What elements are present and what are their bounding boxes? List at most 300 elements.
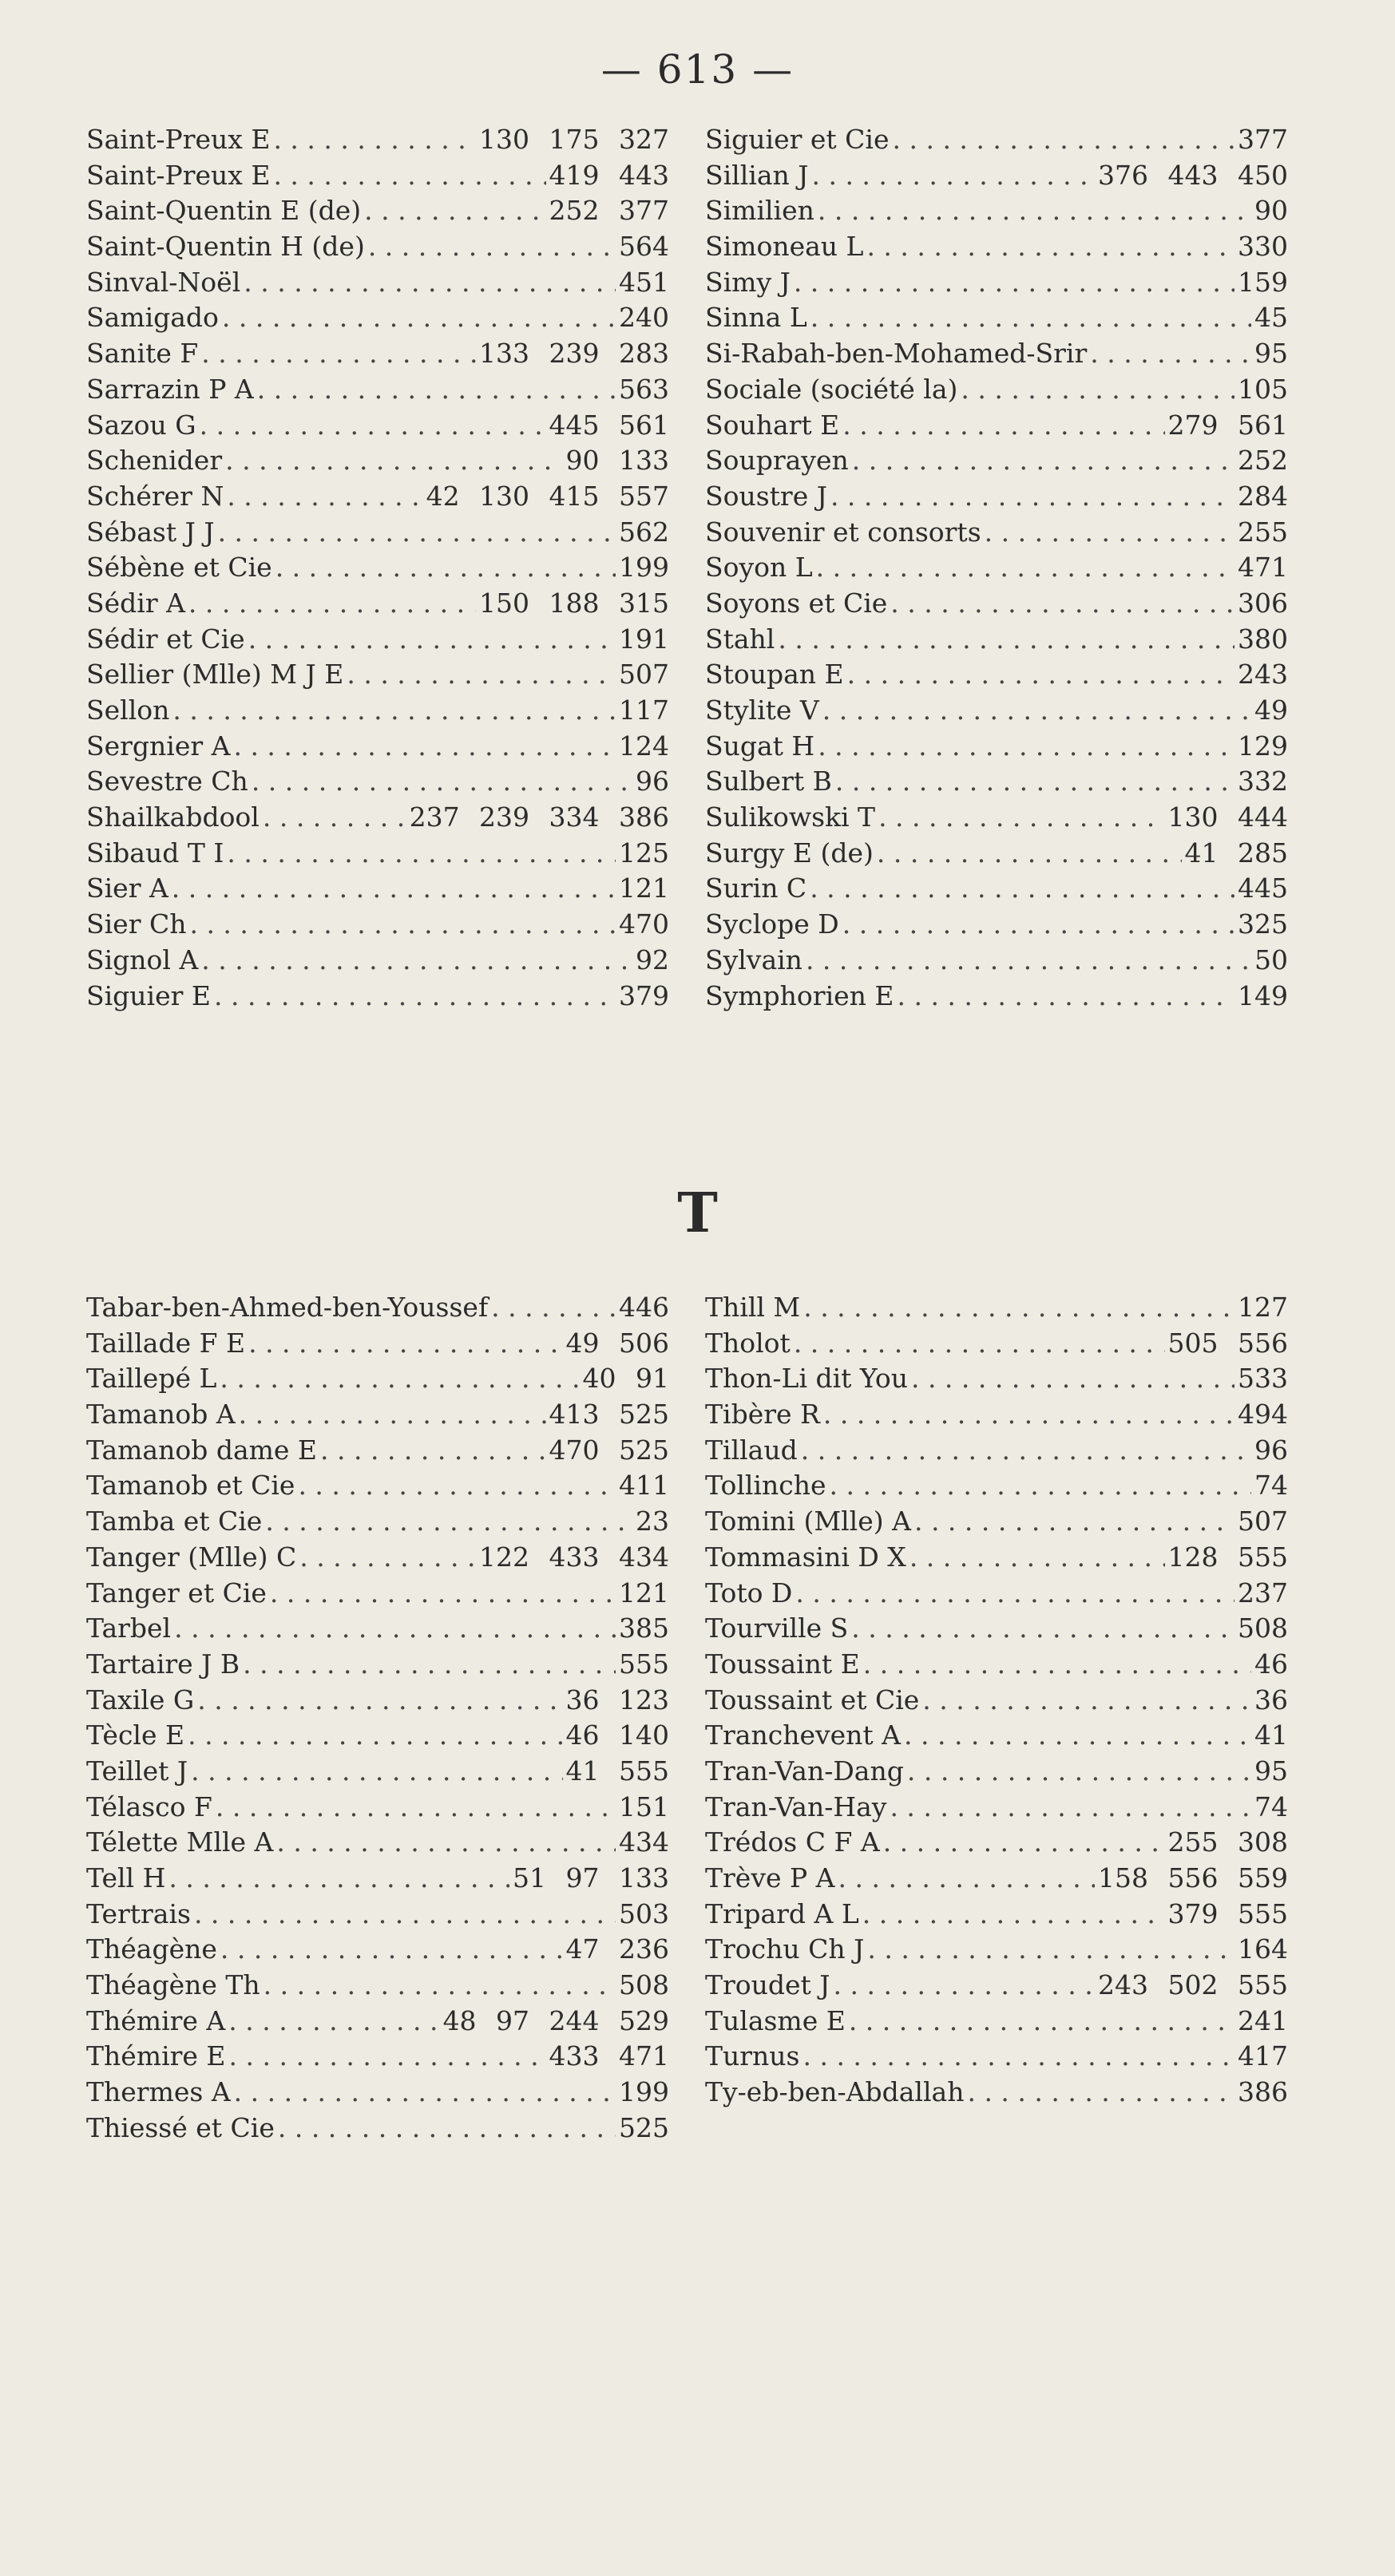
entry-page-numbers: 117 [619,694,669,726]
index-entry [705,1897,1288,1933]
index-entry [86,836,669,872]
dot-leader [225,443,562,479]
entry-name: Tholot [705,1327,791,1359]
dot-leader [275,550,616,586]
index-entry [86,2075,669,2111]
dot-leader [878,800,1164,836]
index-entry [705,1290,1288,1326]
entry-name: Sébast J J [86,516,215,548]
entry-name: Teillet J [86,1755,188,1787]
entry-page-numbers: 446 [619,1292,669,1323]
index-entry [705,1576,1288,1612]
index-entry [86,907,669,943]
entry-name: Tommasini D X [705,1541,906,1573]
entry-page-numbers: 199 [619,2076,669,2108]
dot-leader [263,800,406,836]
entry-name: Saint-Quentin H (de) [86,231,365,263]
entry-page-numbers: 445 561 [549,409,669,441]
entry-name: Tell H [86,1862,166,1893]
entry-page-numbers: 562 [619,516,669,548]
entry-page-numbers: 471 [1238,552,1288,584]
dot-leader [851,1611,1234,1647]
index-entry [86,1790,669,1826]
entry-page-numbers: 74 [1254,1470,1288,1502]
entry-page-numbers: 533 [1238,1363,1288,1395]
entry-page-numbers: 90 133 [565,445,669,477]
dot-leader [188,586,476,622]
entry-name: Stahl [705,623,775,655]
entry-name: Tanger (Mlle) C [86,1541,297,1573]
entry-name: Shailkabdool [86,801,260,833]
index-entry [86,1504,669,1540]
index-column-t-left [86,1290,669,2147]
entry-page-numbers: 330 [1238,231,1288,263]
entry-name: Thermes A [86,2076,231,2108]
entry-name: Siguier et Cie [705,124,890,155]
entry-page-numbers: 505 556 [1167,1327,1288,1359]
entry-page-numbers: 306 [1238,587,1288,619]
entry-name: Trochu Ch J [705,1933,865,1965]
index-entry [86,408,669,444]
dot-leader [890,1790,1251,1826]
entry-page-numbers: 380 [1238,623,1288,655]
entry-name: Sarrazin P A [86,373,254,405]
index-entry [86,943,669,979]
dot-leader [197,1683,562,1719]
entry-page-numbers: 159 [1238,266,1288,298]
index-entry [705,550,1288,586]
entry-page-numbers: 125 [619,837,669,869]
index-entry [86,1397,669,1433]
entry-name: Sinval-Noël [86,266,241,298]
dot-leader [810,871,1234,907]
entry-name: Similien [705,195,814,227]
entry-name: Schérer N [86,480,224,512]
entry-page-numbers: 385 [619,1612,669,1644]
entry-page-numbers: 92 [636,944,669,975]
entry-name: Surgy E (de) [705,837,874,869]
dot-leader [172,693,616,729]
entry-name: Toussaint E [705,1648,860,1680]
entry-name: Tècle E [86,1719,185,1751]
entry-name: Schenider [86,445,223,477]
index-entry [705,1647,1288,1683]
index-entry [705,622,1288,658]
dot-leader [795,1576,1234,1612]
index-column-s-left [86,122,669,1014]
entry-name: Théagène Th [86,1969,260,2001]
index-entry [705,729,1288,765]
entry-name: Sédir et Cie [86,623,245,655]
index-entry [705,1397,1288,1433]
entry-name: Tibère R [705,1399,820,1430]
index-entry [86,193,669,229]
index-entry [705,907,1288,943]
dot-leader [189,907,616,943]
index-entry [705,1790,1288,1826]
entry-page-numbers: 252 377 [549,195,669,227]
entry-name: Siguier E [86,979,211,1011]
entry-page-numbers: 49 506 [565,1327,669,1359]
dot-leader [244,265,616,301]
entry-name: Tourville S [705,1612,849,1644]
entry-name: Sevestre Ch [86,766,248,797]
dot-leader [816,550,1234,586]
index-entry [705,193,1288,229]
index-entry [86,2039,669,2075]
index-entry [705,1754,1288,1790]
index-entry [705,300,1288,336]
dot-leader [227,836,616,872]
dot-leader [838,1861,1096,1897]
entry-name: Tanger et Cie [86,1577,267,1609]
entry-name: Symphorien E [705,979,894,1011]
index-entry [86,122,669,158]
dot-leader [188,1718,562,1754]
index-entry [86,586,669,622]
entry-page-numbers: 40 91 [582,1363,669,1395]
dot-leader [278,2111,616,2147]
entry-name: Tamanob et Cie [86,1470,295,1502]
entry-page-numbers: 379 [619,979,669,1011]
index-entry [705,764,1288,800]
dot-leader [904,1718,1251,1754]
index-entry [86,871,669,907]
dot-leader [811,158,1095,194]
dot-leader [866,229,1234,265]
index-entry [705,479,1288,515]
dot-leader [823,1397,1234,1433]
dot-leader [830,1468,1252,1504]
entry-page-numbers: 95 [1254,1755,1288,1787]
dot-leader [830,479,1234,515]
dot-leader [174,1611,616,1647]
entry-name: Si-Rabah-ben-Mohamed-Srir [705,338,1088,370]
entry-page-numbers: 95 [1254,338,1288,370]
entry-name: Sociale (société la) [705,373,958,405]
dot-leader [201,336,476,372]
dot-leader [234,2075,616,2111]
entry-page-numbers: 379 555 [1167,1897,1288,1929]
entry-name: Tamba et Cie [86,1506,263,1537]
entry-page-numbers: 241 [1238,2004,1288,2036]
entry-name: Troudet J [705,1969,830,2001]
index-entry [86,1861,669,1897]
dot-leader [243,1647,616,1683]
entry-name: Tarbel [86,1612,172,1644]
entry-page-numbers: 51 97 133 [513,1862,669,1893]
dot-leader [806,943,1251,979]
entry-name: Ty-eb-ben-Abdallah [705,2076,965,2108]
entry-page-numbers: 284 [1238,480,1288,512]
entry-page-numbers: 191 [619,623,669,655]
index-entry [86,479,669,515]
dot-leader [834,1968,1096,2004]
index-entry [705,443,1288,479]
index-entry [705,1861,1288,1897]
entry-name: Thémire A [86,2004,226,2036]
entry-name: Soyons et Cie [705,587,888,619]
index-entry [86,265,669,301]
dot-leader [168,1861,509,1897]
entry-name: Surin C [705,873,807,904]
entry-name: Sergnier A [86,730,231,762]
entry-name: Souvenir et consorts [705,516,981,548]
index-entry [86,622,669,658]
index-entry [705,372,1288,408]
index-entry [86,657,669,693]
dot-leader [810,300,1251,336]
dot-leader [214,979,616,1015]
index-entry [705,336,1288,372]
entry-page-numbers: 41 285 [1184,837,1288,869]
entry-page-numbers: 36 [1254,1684,1288,1715]
entry-name: Sier Ch [86,908,187,940]
entry-name: Sédir A [86,587,185,619]
entry-name: Simy J [705,266,791,298]
entry-page-numbers: 130 444 [1167,801,1288,833]
dot-leader [239,1397,546,1433]
dot-leader [364,193,545,229]
index-entry [86,336,669,372]
entry-name: Saint-Quentin E (de) [86,195,362,227]
entry-page-numbers: 525 [619,2111,669,2143]
entry-name: Saint-Preux E [86,124,271,155]
entry-page-numbers: 255 308 [1167,1826,1288,1858]
dot-leader [803,2039,1234,2075]
entry-page-numbers: 46 [1254,1648,1288,1680]
index-entry [705,1361,1288,1397]
dot-leader [818,729,1234,765]
index-entry [86,1825,669,1861]
entry-page-numbers: 470 525 [549,1434,669,1466]
entry-page-numbers: 121 [619,1577,669,1609]
entry-name: Tomini (Mlle) A [705,1506,911,1537]
dot-leader [911,1361,1234,1397]
index-entry [705,1504,1288,1540]
index-entry [705,1540,1288,1576]
entry-page-numbers: 252 [1238,445,1288,477]
entry-page-numbers: 36 123 [565,1684,669,1715]
entry-page-numbers: 96 [1254,1434,1288,1466]
index-entry [705,1968,1288,2004]
entry-page-numbers: 96 [636,766,669,797]
index-entry [86,1433,669,1469]
entry-name: Sanite F [86,338,199,370]
dot-leader [252,764,632,800]
index-entry [705,408,1288,444]
entry-name: Sellier (Mlle) M J E [86,659,344,690]
entry-name: Sibaud T I [86,837,224,869]
entry-page-numbers: 279 561 [1167,409,1288,441]
entry-name: Tartaire J B [86,1648,240,1680]
dot-leader [228,2004,439,2040]
index-entry [86,1897,669,1933]
entry-name: Signol A [86,944,199,975]
entry-page-numbers: 332 [1238,766,1288,797]
index-entry [705,2004,1288,2040]
index-entry [705,515,1288,551]
index-entry [705,693,1288,729]
index-entry [705,265,1288,301]
index-entry [86,979,669,1015]
index-entry [705,800,1288,836]
entry-page-numbers: 49 [1254,694,1288,726]
entry-page-numbers: 470 [619,908,669,940]
entry-page-numbers: 128 555 [1167,1541,1288,1573]
dot-leader [248,622,616,658]
entry-page-numbers: 243 [1238,659,1288,690]
entry-name: Stylite V [705,694,819,726]
entry-page-numbers: 42 130 415 557 [426,480,669,512]
entry-name: Thon-Li dit You [705,1363,908,1395]
entry-page-numbers: 41 555 [565,1755,669,1787]
entry-name: Sazou G [86,409,196,441]
dot-leader [273,122,476,158]
entry-name: Sébène et Cie [86,552,272,584]
index-entry [705,871,1288,907]
entry-name: Trédos C F A [705,1826,880,1858]
dot-leader [368,229,616,265]
entry-name: Tertrais [86,1897,191,1929]
entry-page-numbers: 48 97 244 529 [442,2004,669,2036]
dot-leader [270,1576,616,1612]
entry-page-numbers: 325 [1238,908,1288,940]
dot-leader [347,657,616,693]
dot-leader [910,1540,1165,1576]
entry-page-numbers: 413 525 [549,1399,669,1430]
dot-leader [877,836,1182,872]
entry-page-numbers: 122 433 434 [479,1541,669,1573]
index-entry [86,1468,669,1504]
dot-leader [216,1790,616,1826]
dot-leader [220,1361,579,1397]
entry-name: Tranchevent A [705,1719,901,1751]
dot-leader [842,907,1234,943]
dot-leader [863,1647,1251,1683]
entry-name: Tamanob A [86,1399,236,1430]
entry-page-numbers: 411 [619,1470,669,1502]
index-entry [86,372,669,408]
entry-name: Sillian J [705,159,809,191]
entry-page-numbers: 376 443 450 [1098,159,1288,191]
index-entry [86,1932,669,1968]
index-entry [86,229,669,265]
dot-leader [1090,336,1251,372]
dot-leader [172,871,616,907]
entry-page-numbers: 243 502 555 [1098,1969,1288,2001]
index-entry [86,550,669,586]
entry-page-numbers: 451 [619,266,669,298]
dot-leader [794,1326,1165,1362]
index-entry [86,729,669,765]
entry-page-numbers: 240 [619,302,669,334]
dot-leader [265,1504,632,1540]
dot-leader [299,1540,476,1576]
index-entry [86,1361,669,1397]
dot-leader [491,1290,616,1326]
entry-page-numbers: 199 [619,552,669,584]
entry-name: Soustre J [705,480,827,512]
dot-leader [922,1683,1251,1719]
entry-name: Taillade F E [86,1327,246,1359]
index-entry [705,943,1288,979]
index-entry [705,2039,1288,2075]
entry-name: Tran-Van-Dang [705,1755,904,1787]
index-entry [705,1683,1288,1719]
dot-leader [897,979,1234,1015]
dot-leader [803,1290,1234,1326]
dot-leader [218,515,616,551]
index-entry [86,300,669,336]
page-number: — 613 — [600,46,795,93]
entry-page-numbers: 507 [619,659,669,690]
entry-name: Toussaint et Cie [705,1684,920,1715]
index-entry [86,515,669,551]
index-entry [705,229,1288,265]
index-entry [86,443,669,479]
entry-name: Sier A [86,873,168,904]
entry-name: Sellon [86,694,170,726]
entry-page-numbers: 237 [1238,1577,1288,1609]
dot-leader [842,408,1164,444]
entry-page-numbers: 45 [1254,302,1288,334]
dot-leader [222,300,616,336]
entry-page-numbers: 47 236 [565,1933,669,1965]
dot-leader [794,265,1234,301]
entry-name: Souprayen [705,445,849,477]
dot-leader [273,158,545,194]
dot-leader [801,1433,1251,1469]
entry-name: Sugat H [705,730,815,762]
dot-leader [298,1468,616,1504]
index-entry [705,979,1288,1015]
entry-name: Trève P A [705,1862,835,1893]
dot-leader [320,1433,546,1469]
dot-leader [264,1968,616,2004]
index-entry [86,1576,669,1612]
entry-name: Tillaud [705,1434,798,1466]
index-entry [705,1433,1288,1469]
dot-leader [862,1897,1165,1933]
entry-name: Taillepé L [86,1363,217,1395]
index-entry [86,764,669,800]
dot-leader [985,515,1234,551]
entry-page-numbers: 563 [619,373,669,405]
entry-name: Tamanob dame E [86,1434,318,1466]
index-entry [705,1825,1288,1861]
entry-name: Toto D [705,1577,793,1609]
entry-page-numbers: 386 [1238,2076,1288,2108]
entry-page-numbers: 417 [1238,2040,1288,2072]
dot-leader [883,1825,1165,1861]
dot-leader [967,2075,1234,2111]
dot-leader [818,193,1251,229]
dot-leader [890,586,1234,622]
entry-page-numbers: 105 [1238,373,1288,405]
entry-page-numbers: 129 [1238,730,1288,762]
entry-page-numbers: 507 [1238,1506,1288,1537]
entry-page-numbers: 434 [619,1826,669,1858]
index-entry [705,158,1288,194]
entry-name: Tollinche [705,1470,826,1502]
index-entry [86,2004,669,2040]
entry-page-numbers: 127 [1238,1292,1288,1323]
entry-name: Tran-Van-Hay [705,1791,887,1822]
entry-name: Théagène [86,1933,217,1965]
entry-page-numbers: 150 188 315 [479,587,669,619]
index-entry [705,1718,1288,1754]
